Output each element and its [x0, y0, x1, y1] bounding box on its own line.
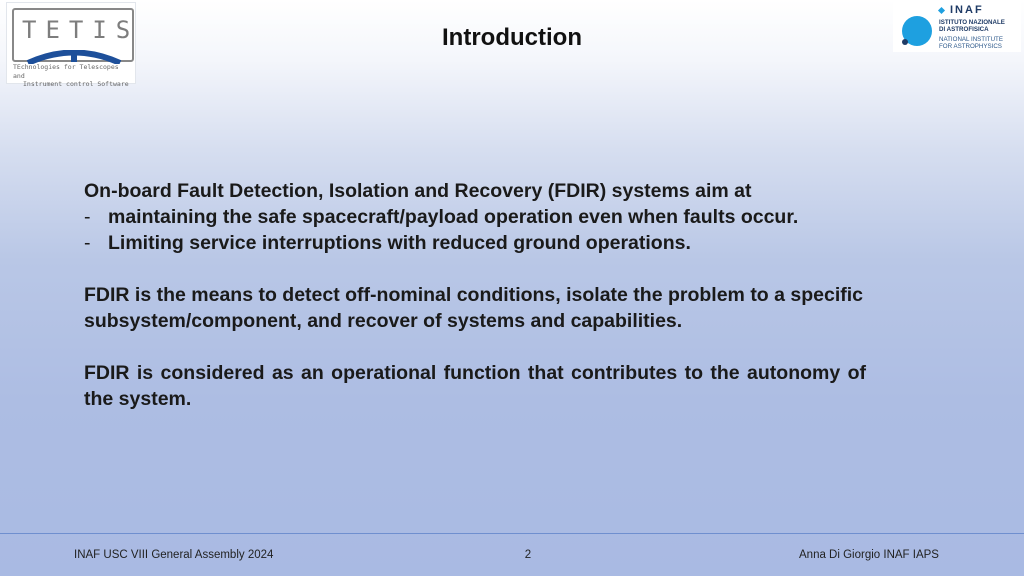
bullet-dash: -: [84, 232, 91, 254]
footer-page-number: 2: [524, 549, 532, 561]
tetis-telescope-arc-icon: [24, 50, 124, 64]
fdir-operational-paragraph: FDIR is considered as an operational function that contributes to the autonomy of the system.: [84, 362, 866, 410]
footer-divider: [0, 533, 1024, 534]
bullet-text: maintaining the safe spacecraft/payload operation even when faults occur.: [108, 206, 799, 228]
inaf-logo: [893, 0, 1021, 52]
bullet-item: [84, 230, 866, 256]
bullet-dash: -: [84, 206, 91, 228]
footer-event: INAF USC VIII General Assembly 2024: [74, 549, 274, 561]
fdir-definition-paragraph: FDIR is the means to detect off-nominal conditions, isolate the problem to a specific subsystem/component, and recover of systems and capabilities.: [84, 284, 864, 332]
bullet-text: Limiting service interruptions with reduced ground operations.: [108, 232, 691, 254]
slide-body: [84, 178, 866, 412]
diamond-icon: [938, 6, 945, 13]
intro-text: On-board Fault Detection, Isolation and Recovery (FDIR) systems aim at: [84, 180, 752, 202]
tetis-tagline: TEchnologies for Telescopes and Instrument control Software: [13, 63, 129, 88]
tetis-logo-wordmark: TETIS: [22, 16, 140, 44]
inaf-logo-text: INAF ISTITUTO NAZIONALE DI ASTROFISICA NATIONAL INSTITUTE FOR ASTROPHYSICS: [939, 4, 1005, 50]
bullet-item: [84, 204, 866, 230]
footer-author: Anna Di Giorgio INAF IAPS: [799, 549, 939, 561]
slide-title: Introduction: [442, 24, 582, 51]
inaf-globe-icon: [900, 14, 934, 48]
